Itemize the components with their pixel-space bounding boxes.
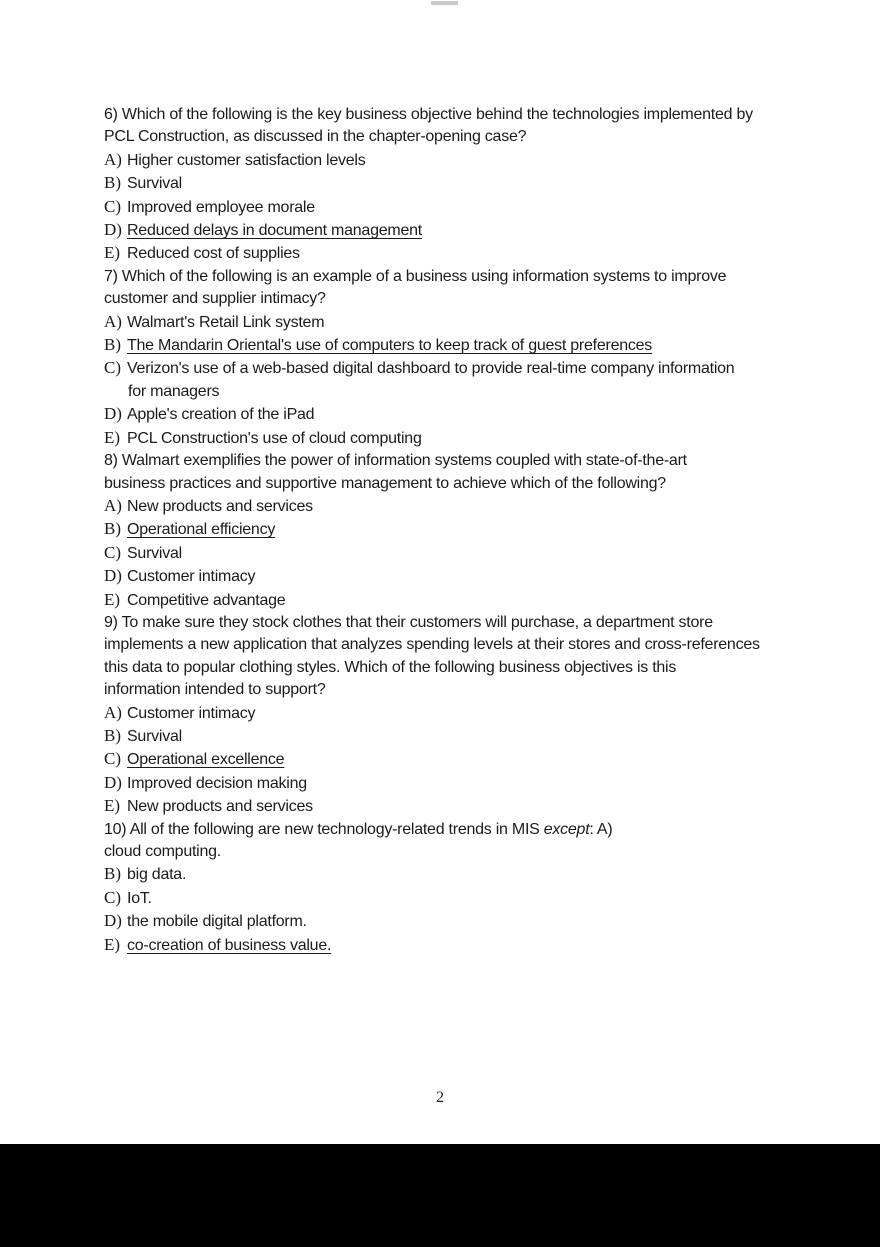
option-letter: C) [104,358,121,378]
option-text: The Mandarin Oriental's use of computers to keep track of guest preferences [127,337,653,355]
option-letter: B) [104,519,121,539]
option-text: Competitive advantage [127,591,286,609]
question-stem-line [104,104,804,126]
answer-option [104,910,804,933]
answer-option [104,334,804,357]
question-stem-line [104,473,804,495]
option-letter: C) [104,542,121,562]
answer-option [104,242,804,265]
option-text: Survival [127,175,182,193]
answer-option [104,725,804,748]
option-text: Survival [127,544,182,562]
answer-option [104,772,804,795]
option-text: Improved decision making [127,774,307,792]
question-stem-line [104,657,804,679]
option-text: Apple's creation of the iPad [127,406,315,424]
option-text: Operational excellence [127,751,285,769]
question-stem-line [104,634,804,656]
option-letter: E) [104,243,121,263]
question-stem-line [104,126,804,148]
question-stem-line [104,266,804,288]
question [104,819,804,957]
answer-option [104,427,804,450]
option-text: Walmart's Retail Link system [127,313,325,331]
option-text: New products and services [127,497,313,515]
option-letter: A) [104,495,122,515]
page-number: 2 [436,1089,444,1106]
option-letter: D) [104,772,122,792]
stem-text-segment: 9) To make sure they stock clothes that their customers will purchase, a department store [104,613,713,631]
option-text: Higher customer satisfaction levels [127,151,366,169]
option-text: Verizon's use of a web-based digital dashboard to provide real-time company information [127,360,735,378]
stem-text-segment: 8) Walmart exemplifies the power of information systems coupled with state-of-the-art [104,452,687,470]
option-text-continuation: for managers [128,382,220,400]
stem-text-segment: 10) All of the following are new technology-related trends in MIS [104,820,544,838]
option-letter: B) [104,725,121,745]
answer-option [104,149,804,172]
option-letter: E) [104,427,121,447]
option-letter: A) [104,149,122,169]
stem-text-segment: information intended to support? [104,681,326,699]
option-letter: A) [104,702,122,722]
stem-text-segment: cloud computing. [104,843,221,860]
stem-text-segment: PCL Construction, as discussed in the chapter-opening case? [104,128,527,146]
option-letter: D) [104,566,122,586]
answer-option [104,565,804,588]
option-letter: B) [104,335,121,355]
option-letter: C) [104,196,121,216]
option-letter: D) [104,404,122,424]
option-letter: E) [104,934,121,954]
option-text: IoT. [127,889,152,907]
option-letter: B) [104,864,121,884]
questions-area [104,104,804,957]
option-letter: C) [104,749,121,769]
answer-option [104,495,804,518]
answer-option [104,863,804,886]
bottom-black-bar [0,1144,880,1247]
option-text: Survival [127,727,182,745]
answer-option [104,934,804,957]
question [104,266,804,450]
option-letter: B) [104,173,121,193]
option-text: big data. [127,866,187,884]
option-text: Improved employee morale [127,198,315,216]
question [104,104,804,266]
answer-option [104,748,804,771]
option-text: Reduced delays in document management [127,222,422,240]
answer-option [104,542,804,565]
option-text: New products and services [127,798,313,816]
answer-option [104,357,804,380]
option-text: PCL Construction's use of cloud computing [127,429,422,447]
option-letter: E) [104,589,121,609]
option-letter: C) [104,887,121,907]
answer-option [104,311,804,334]
option-text: the mobile digital platform. [127,913,307,931]
stem-text-segment: customer and supplier intimacy? [104,290,326,308]
stem-text-segment: : A) [589,820,613,838]
question [104,612,804,819]
option-text: Customer intimacy [127,568,256,586]
question-stem-line [104,612,804,634]
option-letter: D) [104,220,122,240]
answer-option [104,219,804,242]
option-letter: A) [104,311,122,331]
header-artifact [431,1,458,5]
answer-option [104,403,804,426]
question [104,450,804,612]
answer-option [104,196,804,219]
answer-option [104,518,804,541]
answer-option [104,589,804,612]
answer-option [104,172,804,195]
question-stem-line [104,288,804,310]
question-stem-line [104,679,804,701]
question-stem-line [104,841,804,863]
stem-text-segment: 7) Which of the following is an example of a business using information systems to improve [104,267,727,285]
question-stem-line [104,819,804,841]
answer-option [104,702,804,725]
answer-option [104,795,804,818]
option-text: co-creation of business value. [127,936,332,954]
option-letter: E) [104,796,121,816]
question-stem-line [104,450,804,472]
option-text: Customer intimacy [127,704,256,722]
answer-option [104,887,804,910]
stem-text-segment: this data to popular clothing styles. Which of the following business objectives is this [104,658,677,676]
option-letter: D) [104,911,122,931]
stem-text-segment: business practices and supportive management to achieve which of the following? [104,474,666,492]
option-text: Reduced cost of supplies [127,245,300,263]
stem-text-segment: except [543,820,590,838]
stem-text-segment: 6) Which of the following is the key business objective behind the technologies implemented by [104,106,753,123]
stem-text-segment: implements a new application that analyzes spending levels at their stores and cross-references [104,636,760,654]
option-text: Operational efficiency [127,521,276,539]
